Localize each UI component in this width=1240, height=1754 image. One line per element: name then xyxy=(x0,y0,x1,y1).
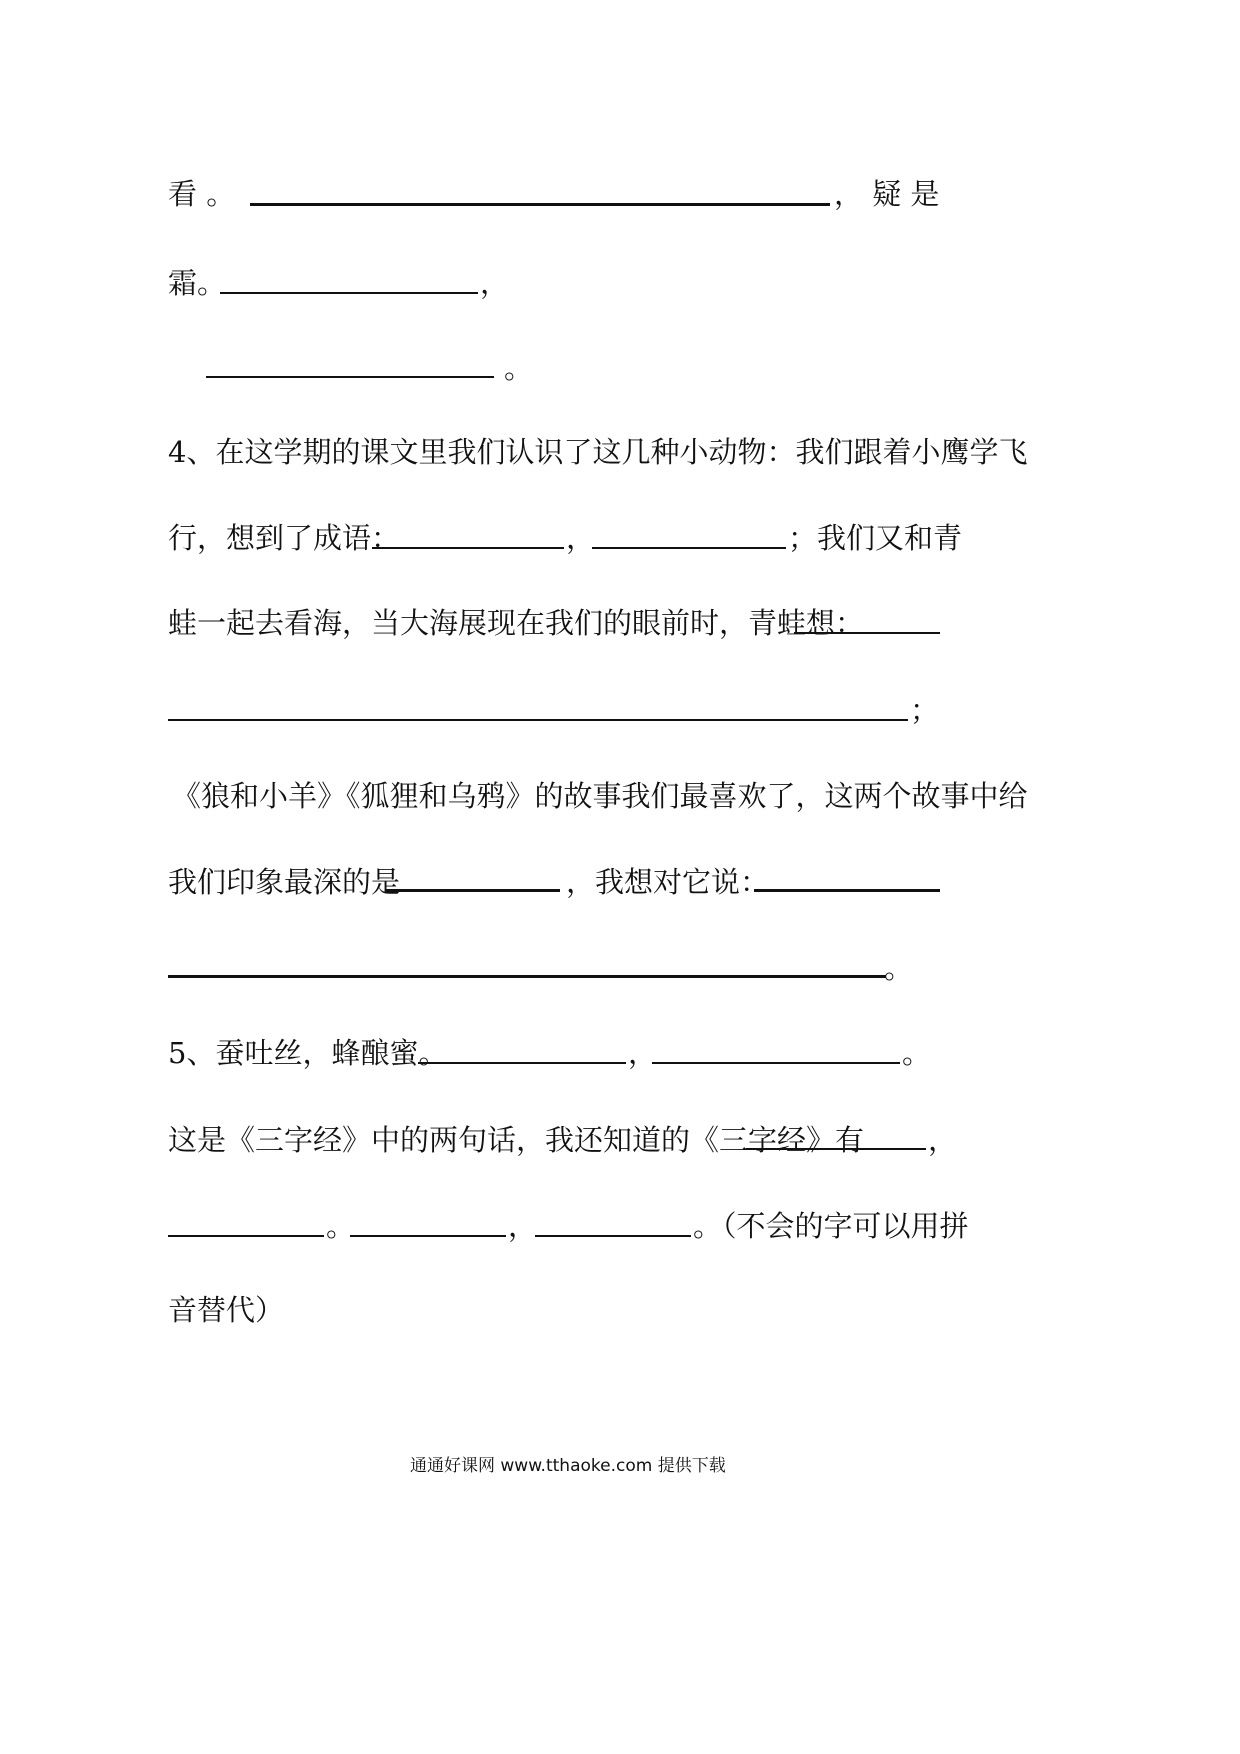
answer-blank-q4-idiom-1[interactable] xyxy=(372,547,564,549)
answer-blank-q4-words-cont[interactable] xyxy=(168,975,886,978)
q5-line3-end-text: 。（不会的字可以用拼 xyxy=(693,1209,969,1243)
line2-end-text: ， xyxy=(480,266,510,300)
answer-blank-line2[interactable] xyxy=(220,292,478,294)
answer-blank-q5-1[interactable] xyxy=(418,1062,626,1064)
answer-blank-q4-frog-thought[interactable] xyxy=(794,632,940,634)
answer-blank-q4-idiom-2[interactable] xyxy=(592,547,786,549)
answer-blank-q4-frog-thought-cont[interactable] xyxy=(168,719,908,721)
answer-blank-q5-4[interactable] xyxy=(168,1235,324,1237)
q4-line2-mid-text: ， xyxy=(566,521,596,555)
q4-line4-end-text: ； xyxy=(910,693,940,727)
answer-blank-q5-2[interactable] xyxy=(652,1062,900,1064)
answer-blank-q5-3[interactable] xyxy=(746,1148,926,1150)
q5-line1-mid-text: ， xyxy=(628,1036,658,1070)
answer-blank-q5-6[interactable] xyxy=(535,1235,691,1237)
q4-line1-text: 4、在这学期的课文里我们认识了这几种小动物：我们跟着小鹰学飞 xyxy=(168,435,1028,469)
q5-line3-b-text: ， xyxy=(508,1209,538,1243)
footer-text: 通通好课网 www.tthaoke.com 提供下载 xyxy=(410,1456,726,1476)
q5-line1-end-text: 。 xyxy=(902,1036,932,1070)
q4-line6-start-text: 我们印象最深的是 xyxy=(168,865,401,899)
q5-line1-start-text: 5、蚕吐丝，蜂酿蜜。 xyxy=(168,1036,448,1070)
q5-line3-a-text: 。 xyxy=(326,1209,356,1243)
q5-line2-end-text: ， xyxy=(928,1123,958,1157)
q4-line2-end-text: ；我们又和青 xyxy=(788,521,963,555)
line1-start-text: 看 。 xyxy=(168,177,236,211)
line1-end-text: ， 疑 是 xyxy=(834,177,940,211)
q5-line2-start-text: 这是《三字经》中的两句话，我还知道的《三字经》有 xyxy=(168,1123,865,1157)
answer-blank-q4-words[interactable] xyxy=(754,889,940,892)
q4-line6-mid-text: ，我想对它说： xyxy=(566,865,770,899)
answer-blank-line3[interactable] xyxy=(206,376,494,378)
q4-line7-end-text: 。 xyxy=(884,951,914,985)
line2-start-text: 霜。 xyxy=(168,266,227,300)
q5-line4-text: 音替代） xyxy=(168,1293,285,1327)
answer-blank-line1[interactable] xyxy=(250,203,830,206)
q4-line3-text: 蛙一起去看海，当大海展现在我们的眼前时，青蛙想： xyxy=(168,606,865,640)
q4-line5-text: 《狼和小羊》《狐狸和乌鸦》的故事我们最喜欢了，这两个故事中给 xyxy=(172,779,1028,813)
answer-blank-q4-impression[interactable] xyxy=(386,889,560,892)
q4-line2-start-text: 行，想到了成语： xyxy=(168,521,401,555)
answer-blank-q5-5[interactable] xyxy=(350,1235,506,1237)
line3-end-text: 。 xyxy=(504,351,534,385)
